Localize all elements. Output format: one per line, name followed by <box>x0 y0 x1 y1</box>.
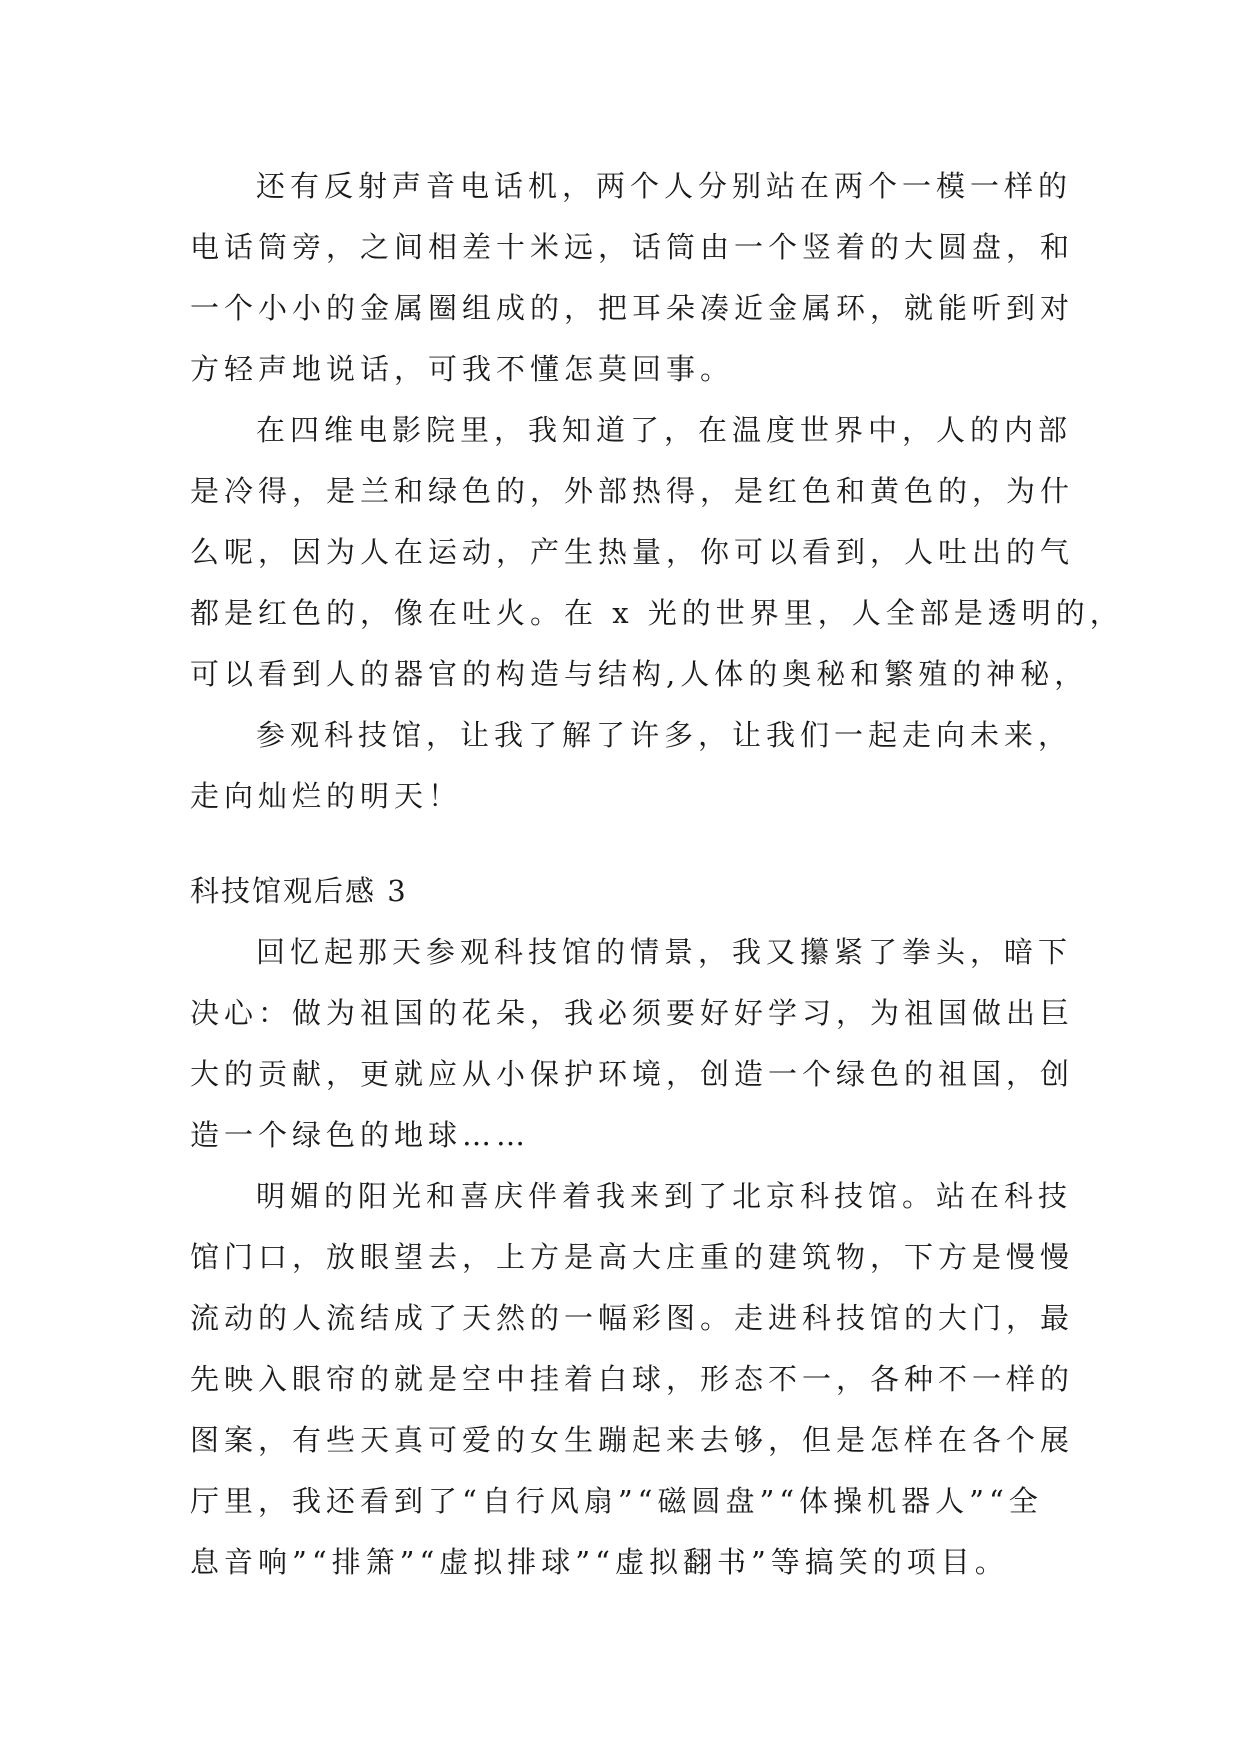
paragraph-line: 流动的人流结成了天然的一幅彩图。走进科技馆的大门，最 <box>190 1301 1075 1335</box>
paragraph-line: 厅里，我还看到了“自行风扇”“磁圆盘”“体操机器人”“全 <box>190 1484 1043 1518</box>
paragraph <box>190 1166 1075 1593</box>
paragraph-line: 方轻声地说话，可我不懂怎莫回事。 <box>190 352 735 386</box>
paragraph-line: 么呢，因为人在运动，产生热量，你可以看到，人吐出的气 <box>190 535 1075 569</box>
paragraph-line: 可以看到人的器官的构造与结构,人体的奥秘和繁殖的神秘， <box>190 657 1089 691</box>
section-two <box>190 861 1075 1593</box>
paragraph-line: 走向灿烂的明天！ <box>190 779 463 813</box>
paragraph <box>190 400 1124 705</box>
paragraph-line: 是冷得，是兰和绿色的，外部热得，是红色和黄色的，为什 <box>190 474 1075 508</box>
paragraph <box>190 705 1073 827</box>
paragraph-line: 息音响”“排箫”“虚拟排球”“虚拟翻书”等搞笑的项目。 <box>190 1545 1009 1579</box>
paragraph-line: 参观科技馆，让我了解了许多，让我们一起走向未来， <box>256 718 1073 752</box>
paragraph-line: 大的贡献，更就应从小保护环境，创造一个绿色的祖国，创 <box>190 1057 1075 1091</box>
paragraph-line: 电话筒旁，之间相差十米远，话筒由一个竖着的大圆盘，和 <box>190 230 1075 264</box>
paragraph <box>190 922 1075 1166</box>
paragraph-line: 明媚的阳光和喜庆伴着我来到了北京科技馆。站在科技 <box>256 1179 1073 1213</box>
section-one <box>190 156 1124 827</box>
paragraph-line: 都是红色的，像在吐火。在 x 光的世界里，人全部是透明的， <box>190 596 1124 630</box>
paragraph-line: 一个小小的金属圈组成的，把耳朵凑近金属环，就能听到对 <box>190 291 1075 325</box>
paragraph-line: 在四维电影院里，我知道了，在温度世界中，人的内部 <box>256 413 1073 447</box>
paragraph-line: 回忆起那天参观科技馆的情景，我又攥紧了拳头，暗下 <box>256 935 1073 969</box>
paragraph-line: 馆门口，放眼望去，上方是高大庄重的建筑物，下方是慢慢 <box>190 1240 1075 1274</box>
paragraph <box>190 156 1075 400</box>
paragraph-line: 还有反射声音电话机，两个人分别站在两个一模一样的 <box>256 169 1073 203</box>
paragraph-line: 决心：做为祖国的花朵，我必须要好好学习，为祖国做出巨 <box>190 996 1075 1030</box>
paragraph-line: 造一个绿色的地球…… <box>190 1118 531 1152</box>
paragraph-line: 图案，有些天真可爱的女生蹦起来去够，但是怎样在各个展 <box>190 1423 1075 1457</box>
paragraph-line: 先映入眼帘的就是空中挂着白球，形态不一，各种不一样的 <box>190 1362 1075 1396</box>
section-heading: 科技馆观后感 3 <box>190 874 408 908</box>
